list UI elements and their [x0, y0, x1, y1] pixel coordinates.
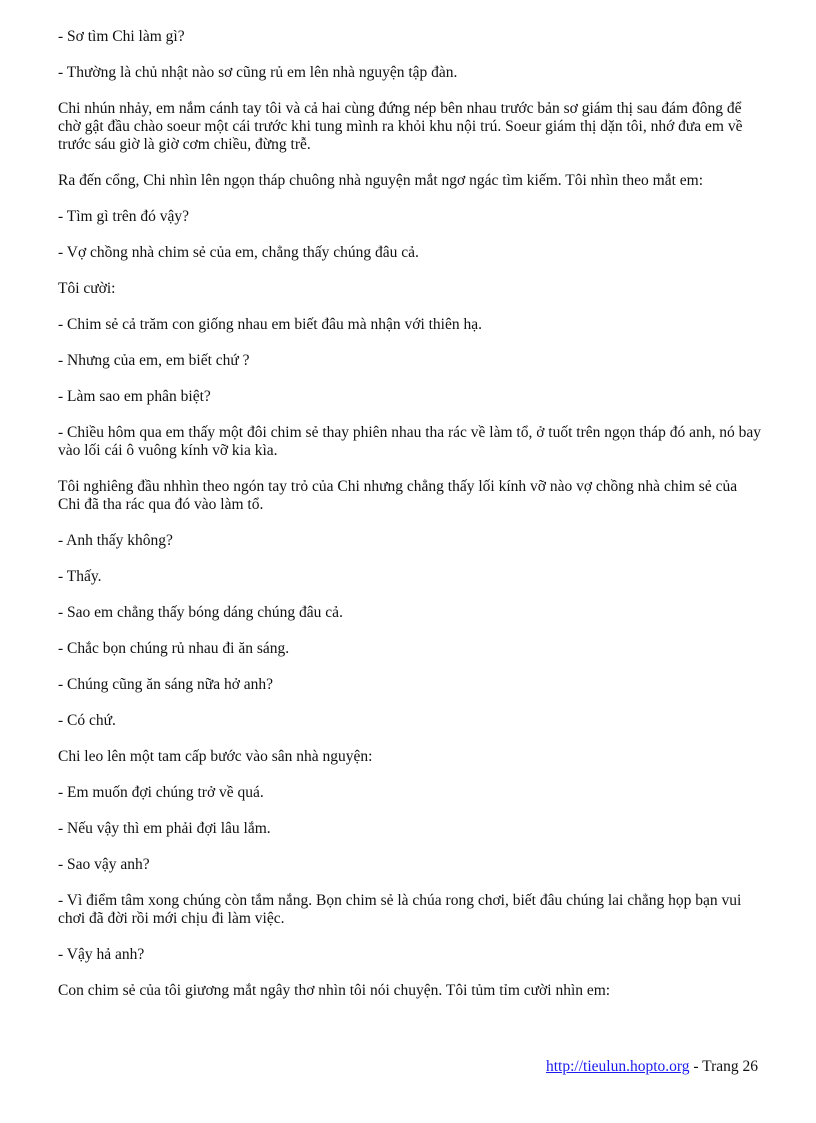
page-footer [546, 1058, 758, 1076]
paragraph: - Thấy. [58, 568, 102, 585]
paragraph: - Làm sao em phân biệt? [58, 388, 211, 405]
paragraph: - Chắc bọn chúng rủ nhau đi ăn sáng. [58, 640, 290, 657]
paragraph: Chi nhún nhảy, em nắm cánh tay tôi và cả hai cùng đứng nép bên nhau trước bản sơ giám thị sau đám đông để chờ gật đầu chào soeur một cái trước khi tung mình ra khỏi khu nội trú. Soeur giám thị dặn tôi, nhớ đưa em về trước sáu giờ là giờ cơm chiều, đừng trễ. [58, 100, 743, 153]
paragraph: - Em muốn đợi chúng trở về quá. [58, 784, 264, 801]
paragraph: - Sơ tìm Chi làm gì? [58, 28, 185, 45]
paragraph: - Nhưng của em, em biết chứ ? [58, 352, 250, 369]
paragraph: - Vậy hả anh? [58, 946, 145, 963]
paragraph: - Sao vậy anh? [58, 856, 150, 873]
paragraph: - Có chứ. [58, 712, 116, 729]
footer-link[interactable]: http://tieulun.hopto.org [545, 1058, 690, 1075]
paragraph: - Vợ chồng nhà chim sẻ của em, chẳng thấy chúng đâu cả. [58, 244, 419, 261]
document-body [58, 28, 762, 1018]
paragraph: - Anh thấy không? [58, 532, 173, 549]
paragraph: Tôi cười: [58, 280, 116, 297]
paragraph: - Vì điểm tâm xong chúng còn tắm nắng. Bọn chim sẻ là chúa rong chơi, biết đâu chúng lai chẳng họp bạn vui chơi đã đời rồi mới chịu đi làm việc. [58, 892, 742, 927]
paragraph: - Nếu vậy thì em phải đợi lâu lắm. [58, 820, 271, 837]
paragraph: - Sao em chẳng thấy bóng dáng chúng đâu cả. [58, 604, 343, 621]
page-number: Trang 26 [702, 1058, 758, 1075]
paragraph: Tôi nghiêng đầu nhhìn theo ngón tay trỏ của Chi nhưng chẳng thấy lối kính vỡ nào vợ chồng nhà chim sẻ của Chi đã tha rác qua đó vào làm tổ. [58, 478, 738, 513]
footer-separator: - [689, 1058, 703, 1075]
paragraph: - Chim sẻ cả trăm con giống nhau em biết đâu mà nhận với thiên hạ. [58, 316, 483, 333]
paragraph: - Chúng cũng ăn sáng nữa hở anh? [58, 676, 274, 693]
paragraph: Con chim sẻ của tôi giương mắt ngây thơ nhìn tôi nói chuyện. Tôi tủm tỉm cười nhìn em: [58, 982, 611, 999]
paragraph: - Thường là chủ nhật nào sơ cũng rủ em lên nhà nguyện tập đàn. [58, 64, 458, 81]
paragraph: - Chiều hôm qua em thấy một đôi chim sẻ thay phiên nhau tha rác về làm tổ, ở tuốt trên ngọn tháp đó anh, nó bay vào lối cái ô vuông kính vỡ kia kìa. [58, 424, 761, 459]
paragraph: Chi leo lên một tam cấp bước vào sân nhà nguyện: [58, 748, 373, 765]
paragraph: Ra đến cổng, Chi nhìn lên ngọn tháp chuông nhà nguyện mắt ngơ ngác tìm kiếm. Tôi nhìn theo mắt em: [58, 172, 704, 189]
paragraph: - Tìm gì trên đó vậy? [58, 208, 190, 225]
